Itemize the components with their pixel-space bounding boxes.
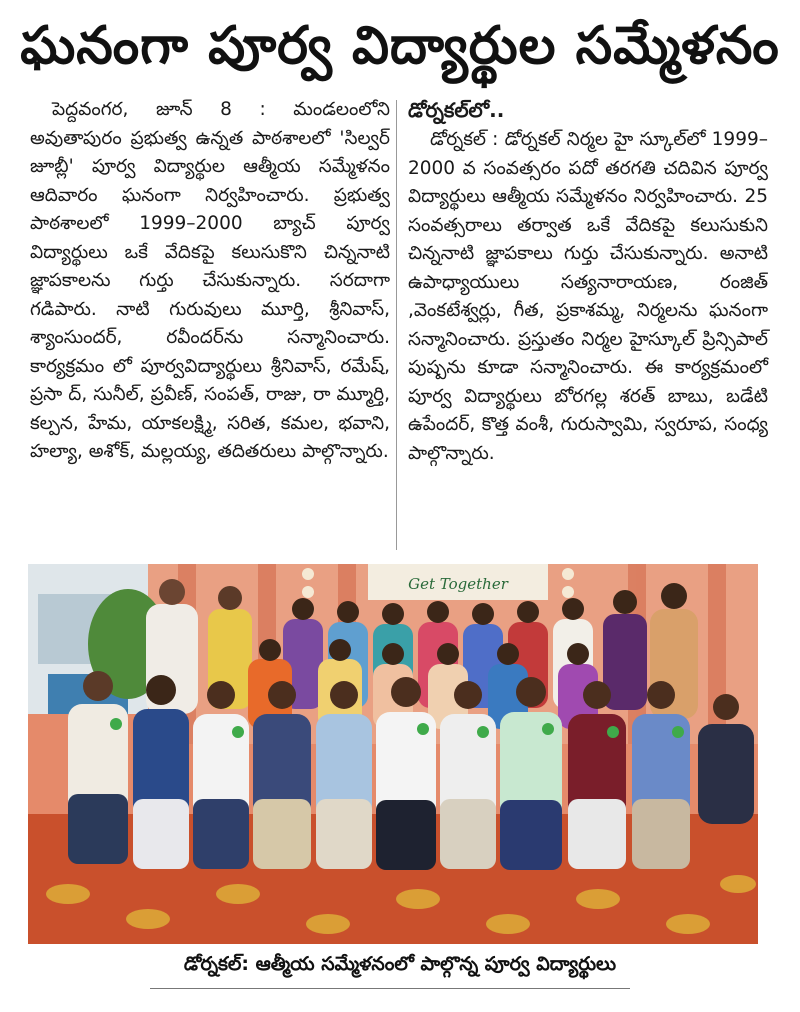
- headline: ఘనంగా పూర్వ విద్యార్థుల సమ్మేళనం: [20, 16, 780, 76]
- group-photo: [28, 564, 758, 944]
- right-article: [408, 96, 768, 468]
- left-article-body: పెద్దవంగర, జూన్ 8 : మండలంలోని అవుతాపురం ప్రభుత్వ ఉన్నత పాఠశాలలో 'సిల్వర్ జూబ్లీ' పూర్వ విద్యార్థుల ఆత్మీయ సమ్మేళనం ఆదివారం ఘనంగా నిర్వహించారు. ప్రభుత్వ పాఠశాలలో 1999–2000 బ్యాచ్ పూర్వ విద్యార్థులు ఒకే వేదికపై కలుసుకొని చిన్ననాటి జ్ఞాపకాలను గుర్తు చేసుకున్నారు. సరదాగా గడిపారు. నాటి గురువులు మూర్తి, శ్రీనివాస్, శ్యాంసుందర్, రవీందర్‌ను సన్మానించారు. కార్యక్రమం లో పూర్వవిద్యార్థులు శ్రీనివాస్, రమేష్, ప్రసా ద్, సునీల్, ప్రవీణ్, సంపత్, రాజు, రా మ్మూర్తి, కల్పన, హేమ, యాకలక్ష్మి, సరిత, కమల, భవాని, హల్యా, అశోక్, మల్లయ్య, తదితరులు పాల్గొన్నారు.: [30, 99, 390, 462]
- photo-caption: డోర్నకల్: ఆత్మీయ సమ్మేళనంలో పాల్గొన్న పూర్వ విద్యార్థులు: [183, 953, 617, 975]
- right-article-body: డోర్నకల్ : డోర్నకల్ నిర్మల హై స్కూల్‌లో 1999–2000 వ సంవత్సరం పదో తరగతి చదివిన పూర్వ విద్యార్థులు ఆత్మీయ సమ్మేళనం నిర్వహించారు. 25 సంవత్సరాలు తర్వాత ఒకే వేదికపై కలుసుకుని చిన్ననాటి జ్ఞాపకాలు గుర్తు చేసుకున్నారు. అనాటి ఉపాధ్యాయులు సత్యనారాయణ, రంజిత్ ,వెంకటేశ్వర్లు, గీత, ప్రకాశమ్మ, నిర్మలను ఘనంగా సన్మానించారు. ప్రస్తుతం నిర్మల హైస్కూల్ ప్రిన్సిపాల్ పుష్పను కూడా సన్మానించారు. ఈ కార్యక్రమంలో పూర్వ విద్యార్థులు బోరగల్ల శరత్ బాబు, బడేటి ఉపేందర్, కొత్త వంశీ, గురుస్వామి, స్వరూప, సంధ్య పాల్గొన్నారు.: [408, 129, 768, 464]
- group-photo-illustration: [28, 564, 758, 944]
- banner-text: Get Together: [408, 575, 508, 593]
- left-article: [30, 96, 390, 467]
- bottom-rule: [150, 988, 630, 989]
- right-article-subhead: డోర్నకల్‌లో..: [408, 98, 505, 122]
- column-divider: [396, 100, 397, 550]
